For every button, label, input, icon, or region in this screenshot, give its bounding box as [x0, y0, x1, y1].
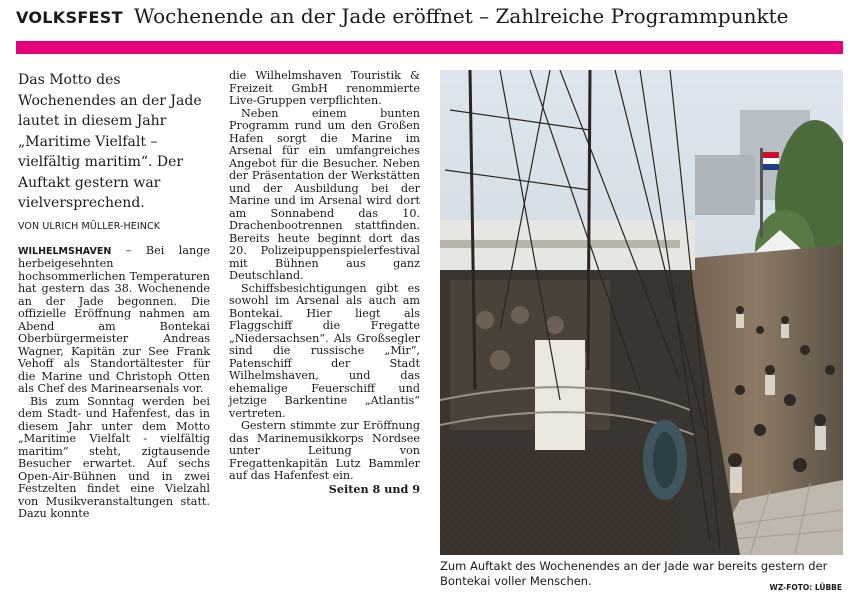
author-byline: VON ULRICH MÜLLER-HEINCK: [18, 220, 161, 232]
dateline: WILHELMSHAVEN: [18, 245, 112, 257]
lead-paragraph: Das Motto des Wochenendes an der Jade lautet in diesem Jahr „Maritime Vielfalt – vielfältig maritim“. Der Auftakt gestern war vielversprechend.: [18, 72, 202, 211]
photo-caption: Zum Auftakt des Wochenendes an der Jade war bereits gestern der Bontekai voller Menschen.: [440, 559, 828, 588]
body-paragraph-4: Neben einem bunten Programm rund um den Großen Hafen sorgt die Marine im Arsenal für ein umfangreiches Angebot für die Besucher. Neben der Präsentation der Werkstätten und der Ausbildung bei der Marine und im Arsenal wird dort am Sonnabend das 10. Drachenbootrennen stattfinden. Bereits heute beginnt dort das 20. Polizeipuppenspielerfestival mit Bühnen aus ganz Deutschland.: [229, 106, 420, 282]
column-1: [18, 70, 210, 521]
article-header: [16, 4, 846, 34]
body-paragraph-6-text: Gestern stimmte zur Eröffnung das Marinemusikkorps Nordsee unter Leitung von Fregattenkapitän Lutz Bammler auf das Hafenfest ein.: [229, 419, 420, 482]
kicker: VOLKSFEST: [16, 8, 123, 27]
body-paragraph-3: die Wilhelmshaven Touristik & Freizeit GmbH renommierte Live-Gruppen verpflichten.: [229, 69, 420, 107]
headline: Wochenende an der Jade eröffnet – Zahlreiche Programmpunkte: [133, 4, 789, 28]
body-paragraph-5: Schiffsbesichtigungen gibt es sowohl im Arsenal als auch am Bontekai. Hier liegt als Flaggschiff die Fregatte „Niedersachsen“. Als Großsegler sind die russische „Mir“, Patenschiff der Stadt Wilhelmshaven, und das ehemalige Feuerschiff und jetzige Barkentine „Atlantis“ vertreten.: [229, 281, 420, 420]
photo-credit: WZ-FOTO: LÜBBE: [769, 583, 842, 592]
festival-photo: [440, 70, 843, 555]
body-paragraph-1: [18, 245, 210, 396]
harbor-crowd-illustration: [440, 70, 843, 555]
body-paragraph-6: [229, 419, 420, 496]
accent-bar: [16, 41, 843, 54]
column-2: [229, 70, 420, 495]
see-also-reference: Seiten 8 und 9: [328, 481, 420, 496]
body-paragraph-2: Bis zum Sonntag werden bei dem Stadt- und Hafenfest, das in diesem Jahr unter dem Motto „Maritime Vielfalt - vielfältig maritim“ steht, zigtausende Besucher erwartet. Auf sechs Open-Air-Bühnen und in zwei Festzelten findet eine Vielzahl von Musikveranstaltungen statt. Dazu konnte: [18, 394, 210, 520]
body-paragraph-1-text: – Bei lange herbeigesehnten hochsommerlichen Temperaturen hat gestern das 38. Wochenende an der Jade begonnen. Die offizielle Eröffnung nahmen am Abend am Bontekai Oberbürgermeister Andreas Wagner, Kapitän zur See Frank Vehoff als Standortältester für die Marine und Christoph Otten als Chef des Marinearsenals vor.: [18, 243, 210, 395]
